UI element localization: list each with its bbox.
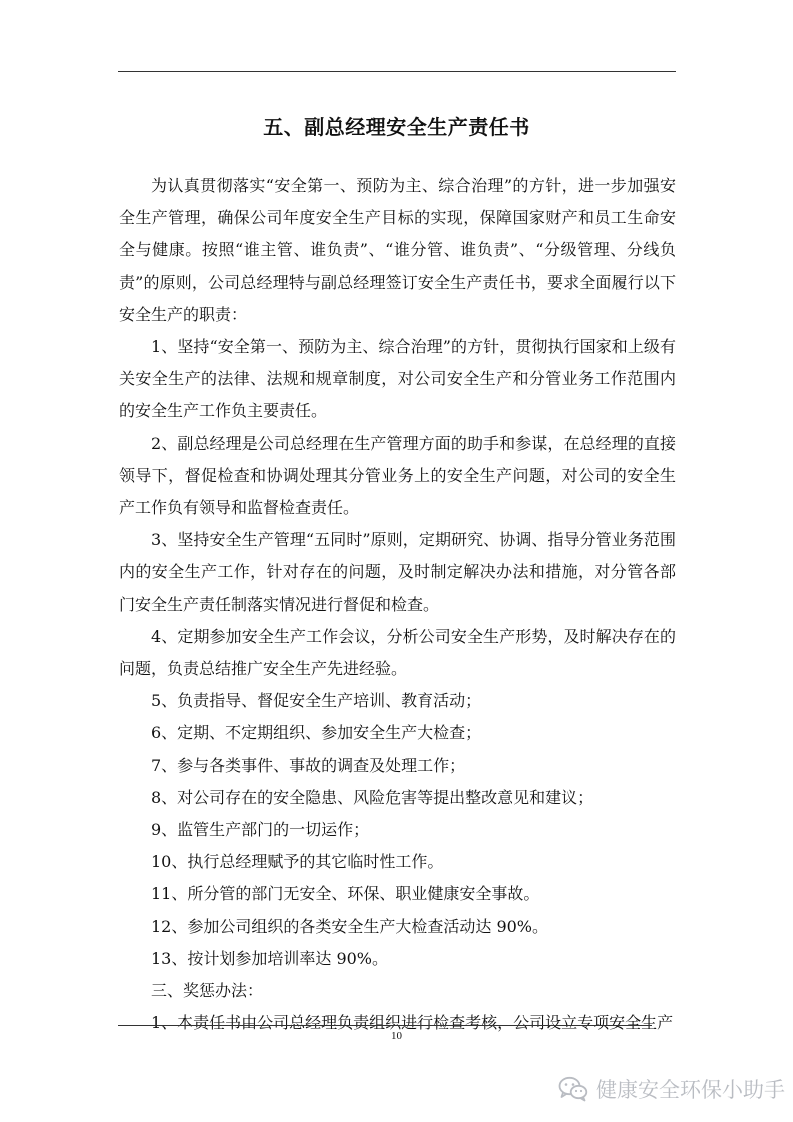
clause-13: 13、按计划参加培训率达 90%。 xyxy=(151,948,389,968)
section-heading-rewards: 三、奖惩办法： xyxy=(151,981,264,1001)
clause-1: 1、坚持“安全第一、预防为主、综合治理”的方针，贯彻执行国家和上级有关安全生产的法律、法规和规章制度，对公司安全生产和分管业务工作范围内的安全生产工作负主要责任。 xyxy=(119,337,676,421)
clause-2: 2、副总经理是公司总经理在生产管理方面的助手和参谋，在总经理的直接领导下，督促检查和协调处理其分管业务上的安全生产问题，对公司的安全生产工作负有领导和监督检查责任。 xyxy=(119,433,676,518)
intro-paragraph: 为认真贯彻落实“安全第一、预防为主、综合治理”的方针，进一步加强安全生产管理，确保公司年度安全生产目标的实现，保障国家财产和员工生命安全与健康。按照“谁主管、谁负责”、“谁分管、谁负责”、“分级管理、分线负责”的原则，公司总经理特与副总经理签订安全生产责任书，要求全面履行以下安全生产的职责： xyxy=(119,176,676,324)
clause-11: 11、所分管的部门无安全、环保、职业健康安全事故。 xyxy=(151,884,540,904)
header-rule xyxy=(118,71,676,72)
rewards-clause-1: 1、本责任书由公司总经理负责组织进行检查考核，公司设立专项安全生产 xyxy=(151,1013,674,1033)
document-title: 五、副总经理安全生产责任书 xyxy=(263,115,530,139)
page-number: 10 xyxy=(391,1030,402,1042)
clause-9: 9、监管生产部门的一切运作； xyxy=(151,820,370,840)
clause-3: 3、坚持安全生产管理“五同时”原则，定期研究、协调、指导分管业务范围内的安全生产工作，针对存在的问题，及时制定解决办法和措施，对分管各部门安全生产责任制落实情况进行督促和检查。 xyxy=(119,530,676,614)
wechat-icon xyxy=(558,1076,588,1102)
clause-5: 5、负责指导、督促安全生产培训、教育活动； xyxy=(151,691,482,711)
clause-10: 10、执行总经理赋予的其它临时性工作。 xyxy=(151,852,444,872)
clause-4: 4、定期参加安全生产工作会议，分析公司安全生产形势，及时解决存在的问题，负责总结推广安全生产先进经验。 xyxy=(119,626,676,679)
clause-6: 6、定期、不定期组织、参加安全生产大检查； xyxy=(151,723,482,743)
watermark-text: 健康安全环保小助手 xyxy=(596,1078,785,1102)
watermark xyxy=(558,1074,785,1104)
document-body xyxy=(119,170,676,1039)
footer-rule xyxy=(118,1025,652,1026)
clause-8: 8、对公司存在的安全隐患、风险危害等提出整改意见和建议； xyxy=(151,787,594,807)
clause-12: 12、参加公司组织的各类安全生产大检查活动达 90%。 xyxy=(151,916,549,936)
clause-7: 7、参与各类事件、事故的调查及处理工作； xyxy=(151,755,466,775)
